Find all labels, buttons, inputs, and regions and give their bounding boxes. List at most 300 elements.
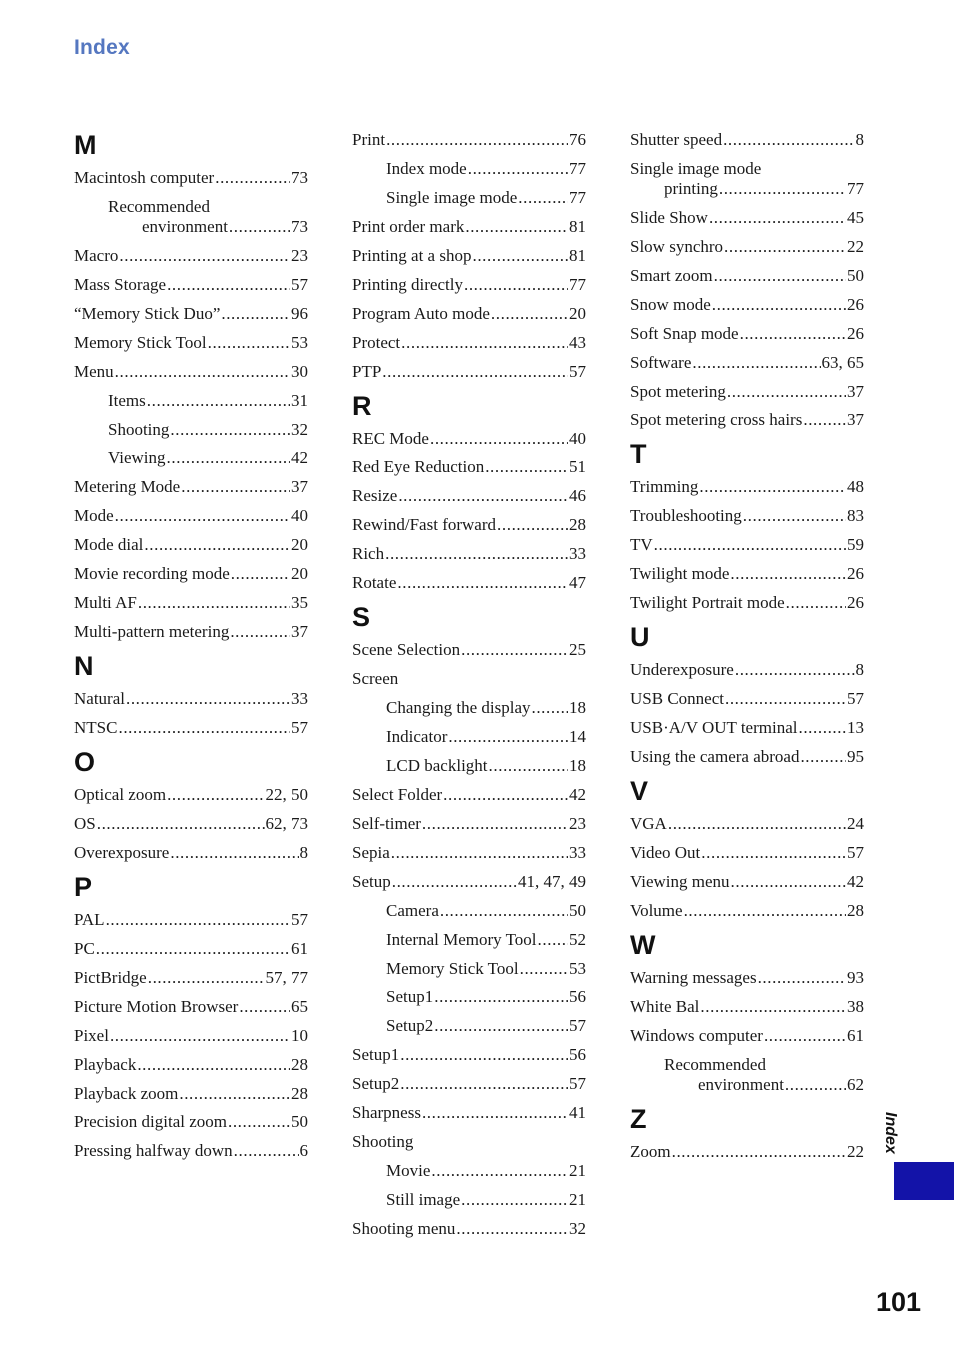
entry-name: Natural xyxy=(74,689,125,709)
entry-page-ref: 57 xyxy=(291,718,308,737)
dot-leader xyxy=(228,1112,290,1132)
entry-page-ref: 61 xyxy=(847,1025,864,1045)
dot-leader xyxy=(110,1026,290,1046)
index-entry xyxy=(352,159,586,179)
index-entry xyxy=(630,353,864,373)
entry-page-ref: 45 xyxy=(847,207,864,227)
entry-page-ref: 47 xyxy=(569,573,586,593)
index-section xyxy=(74,651,308,738)
index-entry xyxy=(74,448,308,468)
entry-page-ref: 8 xyxy=(855,660,864,680)
dot-leader xyxy=(147,391,290,411)
index-entry xyxy=(630,477,864,497)
index-column-1 xyxy=(74,130,308,1170)
page-number: 101 xyxy=(875,1287,921,1317)
entry-continuation xyxy=(108,217,308,237)
index-entry xyxy=(352,930,586,950)
entry-page-ref: 20 xyxy=(569,303,586,323)
entry-name: Single image mode xyxy=(630,158,762,178)
index-entry xyxy=(352,1016,586,1036)
index-entry xyxy=(352,188,586,208)
dot-leader xyxy=(170,843,298,863)
entry-page-ref: 28 xyxy=(847,900,864,920)
entry-page-ref: 77 xyxy=(569,158,586,178)
index-entry xyxy=(630,689,864,709)
dot-leader xyxy=(148,968,265,988)
entry-name: Red Eye Reduction xyxy=(352,457,485,477)
index-entry xyxy=(74,304,308,324)
index-entry xyxy=(74,814,308,834)
index-entry xyxy=(352,429,586,449)
dot-leader xyxy=(700,997,846,1017)
entry-page-ref: 50 xyxy=(569,900,586,920)
dot-leader xyxy=(485,457,568,477)
entry-page-ref: 77 xyxy=(847,178,864,198)
entry-name-continued: environment xyxy=(142,216,228,236)
entry-page-ref: 48 xyxy=(847,477,864,497)
index-entry xyxy=(352,515,586,535)
entry-name: PAL xyxy=(74,909,105,929)
dot-leader xyxy=(803,410,846,430)
index-entry xyxy=(630,1055,864,1095)
entry-name: Video Out xyxy=(630,842,701,862)
entry-name: PictBridge xyxy=(74,967,147,987)
entry-page-ref: 38 xyxy=(847,996,864,1016)
entry-name: Camera xyxy=(386,900,439,920)
section-letter-heading: V xyxy=(630,776,649,806)
index-entry xyxy=(74,997,308,1017)
side-tab-label: Index xyxy=(882,1112,899,1154)
entry-name: Zoom xyxy=(630,1141,671,1161)
entry-page-ref: 20 xyxy=(291,564,308,584)
dot-leader xyxy=(684,901,846,921)
entry-name: Movie recording mode xyxy=(74,564,230,584)
dot-leader xyxy=(400,1074,568,1094)
dot-leader xyxy=(464,275,568,295)
index-entry xyxy=(630,295,864,315)
index-section xyxy=(74,872,308,1162)
entry-name: PC xyxy=(74,938,95,958)
index-entry xyxy=(352,872,586,892)
entry-page-ref: 81 xyxy=(569,216,586,236)
entry-page-ref: 62, 73 xyxy=(265,813,308,833)
entry-page-ref: 32 xyxy=(291,419,308,439)
dot-leader xyxy=(392,872,517,892)
index-entry xyxy=(74,535,308,555)
entry-name: Overexposure xyxy=(74,842,170,862)
entry-page-ref: 57 xyxy=(291,274,308,294)
dot-leader xyxy=(701,843,846,863)
dot-leader xyxy=(181,477,290,497)
dot-leader xyxy=(448,727,568,747)
dot-leader xyxy=(725,689,846,709)
entry-name: Items xyxy=(108,390,146,410)
entry-name: Rewind/Fast forward xyxy=(352,515,497,535)
index-entry xyxy=(74,362,308,382)
entry-page-ref: 37 xyxy=(291,622,308,642)
dot-leader xyxy=(385,544,568,564)
index-entry xyxy=(352,246,586,266)
index-entry xyxy=(74,564,308,584)
index-entry xyxy=(630,324,864,344)
entry-name: Mode xyxy=(74,506,114,526)
dot-leader xyxy=(743,506,846,526)
entry-name: Shooting menu xyxy=(352,1218,456,1238)
dot-leader xyxy=(434,1016,568,1036)
entry-page-ref: 28 xyxy=(291,1083,308,1103)
index-entry xyxy=(630,159,864,199)
entry-name: Software xyxy=(630,352,692,372)
index-entry xyxy=(74,1141,308,1161)
entry-name: Windows computer xyxy=(630,1025,763,1045)
index-entry xyxy=(352,1103,586,1123)
entry-name: Macro xyxy=(74,245,119,265)
index-entry xyxy=(630,1026,864,1046)
entry-page-ref: 73 xyxy=(291,168,308,187)
entry-name: Trimming xyxy=(630,477,699,497)
index-entry xyxy=(352,959,586,979)
dot-leader xyxy=(764,1026,846,1046)
entry-page-ref: 23 xyxy=(569,813,586,833)
entry-name: Resize xyxy=(352,486,398,506)
entry-page-ref: 26 xyxy=(847,294,864,314)
dot-leader xyxy=(531,698,568,718)
entry-name: Precision digital zoom xyxy=(74,1112,227,1132)
entry-page-ref: 50 xyxy=(847,265,864,285)
entry-page-ref: 21 xyxy=(569,1190,586,1209)
dot-leader xyxy=(724,237,846,257)
entry-page-ref: 53 xyxy=(291,332,308,352)
entry-page-ref: 14 xyxy=(569,727,586,746)
entry-page-ref: 42 xyxy=(847,871,864,891)
entry-page-ref: 57, 77 xyxy=(265,967,308,987)
index-entry xyxy=(352,785,586,805)
dot-leader xyxy=(401,333,568,353)
index-section xyxy=(630,622,864,767)
dot-leader xyxy=(138,593,290,613)
section-letter-heading: R xyxy=(352,390,372,421)
index-entry xyxy=(74,843,308,863)
index-entry xyxy=(74,168,308,188)
section-letter-heading: U xyxy=(630,622,650,653)
entry-name-continued: environment xyxy=(698,1074,784,1094)
dot-leader xyxy=(167,448,290,468)
index-entry xyxy=(74,1026,308,1046)
entry-page-ref: 8 xyxy=(855,130,864,149)
entry-name: Memory Stick Tool xyxy=(386,958,519,978)
entry-name: Printing directly xyxy=(352,274,463,294)
entry-name: LCD backlight xyxy=(386,755,488,775)
dot-leader xyxy=(699,477,846,497)
index-entry xyxy=(630,747,864,767)
dot-leader xyxy=(398,486,568,506)
dot-leader xyxy=(472,246,568,266)
index-entry xyxy=(74,197,308,237)
entry-page-ref: 59 xyxy=(847,535,864,555)
entry-page-ref: 26 xyxy=(847,564,864,584)
dot-leader xyxy=(489,756,568,776)
entry-name-continued: printing xyxy=(664,178,718,198)
index-entry xyxy=(630,382,864,402)
entry-name: Playback zoom xyxy=(74,1083,179,1103)
dot-leader xyxy=(167,275,290,295)
index-column-3 xyxy=(630,130,864,1171)
dot-leader xyxy=(520,959,568,979)
entry-name: Sharpness xyxy=(352,1103,421,1123)
entry-name: Twilight mode xyxy=(630,564,730,584)
entry-page-ref: 56 xyxy=(569,987,586,1007)
entry-page-ref: 52 xyxy=(569,929,586,949)
entry-page-ref: 83 xyxy=(847,506,864,526)
entry-page-ref: 63, 65 xyxy=(821,352,864,372)
dot-leader xyxy=(397,573,568,593)
dot-leader xyxy=(709,208,846,228)
entry-page-ref: 46 xyxy=(569,486,586,506)
entry-page-ref: 96 xyxy=(291,303,308,323)
dot-leader xyxy=(221,304,290,324)
entry-page-ref: 57 xyxy=(569,1016,586,1036)
entry-name: Using the camera abroad xyxy=(630,747,800,766)
dot-leader xyxy=(119,246,290,266)
section-letter-heading: M xyxy=(74,130,97,160)
dot-leader xyxy=(723,130,854,150)
index-entry xyxy=(630,872,864,892)
dot-leader xyxy=(440,901,568,921)
entry-name: Soft Snap mode xyxy=(630,323,739,343)
entry-name: OS xyxy=(74,813,96,833)
index-entry xyxy=(74,785,308,805)
index-entry xyxy=(630,901,864,921)
dot-leader xyxy=(431,1161,568,1181)
index-entry xyxy=(74,689,308,709)
index-entry xyxy=(352,756,586,776)
entry-name: Optical zoom xyxy=(74,785,167,804)
entry-name: Setup1 xyxy=(386,987,434,1007)
dot-leader xyxy=(208,333,290,353)
dot-leader xyxy=(731,872,846,892)
dot-leader xyxy=(468,159,568,179)
index-entry xyxy=(352,457,586,477)
running-header-title: Index xyxy=(74,36,130,59)
entry-page-ref: 95 xyxy=(847,747,864,766)
entry-page-ref: 33 xyxy=(569,842,586,862)
dot-leader xyxy=(461,1190,568,1210)
entry-page-ref: 93 xyxy=(847,967,864,987)
dot-leader xyxy=(170,420,290,440)
section-letter-heading: Z xyxy=(630,1103,647,1134)
entry-page-ref: 56 xyxy=(569,1045,586,1065)
side-thumb-tab xyxy=(894,1162,954,1200)
entry-page-ref: 35 xyxy=(291,593,308,613)
dot-leader xyxy=(672,1142,846,1162)
index-entry xyxy=(630,814,864,834)
index-entry xyxy=(74,477,308,497)
dot-leader xyxy=(229,217,290,237)
index-entry xyxy=(74,718,308,738)
entry-name: Shooting xyxy=(352,1132,414,1152)
index-entry xyxy=(74,246,308,266)
index-entry xyxy=(630,843,864,863)
entry-name: “Memory Stick Duo” xyxy=(74,303,221,323)
index-entry xyxy=(352,814,586,834)
index-entry xyxy=(74,420,308,440)
dot-leader xyxy=(443,785,568,805)
entry-name: Sepia xyxy=(352,842,390,862)
index-entry xyxy=(74,1055,308,1075)
entry-page-ref: 51 xyxy=(569,457,586,477)
entry-page-ref: 73 xyxy=(291,216,308,236)
entry-page-ref: 43 xyxy=(569,332,586,352)
index-section xyxy=(630,776,864,921)
index-entry xyxy=(630,564,864,584)
entry-name: Recommended xyxy=(664,1054,766,1074)
dot-leader xyxy=(230,622,290,642)
entry-page-ref: 31 xyxy=(291,390,308,410)
entry-page-ref: 41, 47, 49 xyxy=(518,871,586,891)
index-entry xyxy=(352,1045,586,1065)
entry-page-ref: 13 xyxy=(847,718,864,738)
dot-leader xyxy=(692,353,820,373)
index-section xyxy=(630,439,864,613)
entry-name: Self-timer xyxy=(352,813,421,833)
dot-leader xyxy=(231,564,290,584)
entry-name: Macintosh computer xyxy=(74,168,215,187)
index-entry xyxy=(630,130,864,150)
entry-page-ref: 22 xyxy=(847,236,864,256)
entry-name: Internal Memory Tool xyxy=(386,929,537,949)
entry-name: Playback xyxy=(74,1054,137,1074)
entry-name: Still image xyxy=(386,1190,461,1209)
dot-leader xyxy=(798,718,846,738)
index-entry xyxy=(74,939,308,959)
index-entry xyxy=(352,669,586,689)
index-section xyxy=(630,930,864,1095)
entry-page-ref: 81 xyxy=(569,245,586,265)
entry-name: TV xyxy=(630,535,653,555)
index-entry xyxy=(630,237,864,257)
index-entry xyxy=(74,275,308,295)
entry-page-ref: 33 xyxy=(569,544,586,564)
entry-name: Setup2 xyxy=(352,1074,400,1094)
entry-page-ref: 26 xyxy=(847,323,864,343)
index-entry xyxy=(352,275,586,295)
dot-leader xyxy=(106,910,290,930)
entry-name: Indicator xyxy=(386,727,448,746)
dot-leader xyxy=(461,640,568,660)
entry-page-ref: 30 xyxy=(291,361,308,381)
entry-page-ref: 77 xyxy=(569,274,586,294)
index-entry xyxy=(630,997,864,1017)
entry-name: Slow synchro xyxy=(630,236,724,256)
index-entry xyxy=(74,622,308,642)
entry-page-ref: 28 xyxy=(569,515,586,535)
dot-leader xyxy=(422,1103,568,1123)
entry-name: Changing the display xyxy=(386,698,531,718)
entry-page-ref: 25 xyxy=(569,640,586,660)
entry-name: Picture Motion Browser xyxy=(74,996,239,1016)
dot-leader xyxy=(719,179,846,199)
section-letter-heading: O xyxy=(74,747,96,777)
entry-page-ref: 40 xyxy=(569,428,586,448)
dot-leader xyxy=(465,217,568,237)
entry-name: Movie xyxy=(386,1161,431,1181)
index-section xyxy=(74,747,308,863)
index-entry xyxy=(630,718,864,738)
index-entry xyxy=(352,698,586,718)
index-entry xyxy=(630,535,864,555)
dot-leader xyxy=(800,747,846,767)
index-entry xyxy=(352,843,586,863)
dot-leader xyxy=(785,1075,846,1095)
dot-leader xyxy=(434,987,568,1007)
index-entry xyxy=(352,1190,586,1210)
dot-leader xyxy=(391,843,568,863)
entry-name: Multi-pattern metering xyxy=(74,622,230,642)
entry-page-ref: 22, 50 xyxy=(265,785,308,804)
entry-page-ref: 57 xyxy=(847,842,864,862)
entry-name: Print xyxy=(352,130,386,149)
index-entry xyxy=(74,1084,308,1104)
dot-leader xyxy=(97,814,265,834)
entry-name: Troubleshooting xyxy=(630,506,742,526)
entry-page-ref: 32 xyxy=(569,1218,586,1238)
entry-name: Pixel xyxy=(74,1025,109,1045)
entry-page-ref: 42 xyxy=(569,784,586,804)
index-entry xyxy=(352,987,586,1007)
index-entry xyxy=(352,727,586,747)
entry-page-ref: 77 xyxy=(569,187,586,207)
index-entry xyxy=(630,506,864,526)
index-entry xyxy=(630,208,864,228)
dot-leader xyxy=(786,593,846,613)
entry-name: Slide Show xyxy=(630,207,708,227)
index-entry xyxy=(352,1219,586,1239)
entry-name: Scene Selection xyxy=(352,640,461,660)
dot-leader xyxy=(239,997,290,1017)
dot-leader xyxy=(730,564,846,584)
index-section xyxy=(352,130,586,382)
dot-leader xyxy=(456,1219,568,1239)
entry-page-ref: 24 xyxy=(847,814,864,833)
entry-page-ref: 62 xyxy=(847,1074,864,1094)
dot-leader xyxy=(491,304,568,324)
index-entry xyxy=(630,1142,864,1162)
entry-name: VGA xyxy=(630,814,667,833)
entry-page-ref: 33 xyxy=(291,689,308,709)
entry-name: REC Mode xyxy=(352,428,429,448)
entry-continuation xyxy=(630,179,864,199)
entry-page-ref: 28 xyxy=(291,1054,308,1074)
entry-name: Rich xyxy=(352,544,385,564)
entry-name: Viewing xyxy=(108,448,166,468)
index-entry xyxy=(630,266,864,286)
entry-name: Pressing halfway down xyxy=(74,1141,233,1161)
entry-name: Memory Stick Tool xyxy=(74,332,207,352)
entry-name: Print order mark xyxy=(352,216,465,236)
entry-page-ref: 18 xyxy=(569,755,586,775)
entry-page-ref: 20 xyxy=(291,535,308,555)
entry-page-ref: 42 xyxy=(291,448,308,468)
entry-name: PTP xyxy=(352,361,382,381)
entry-name: Mode dial xyxy=(74,535,144,555)
dot-leader xyxy=(400,1045,568,1065)
entry-name: NTSC xyxy=(74,718,118,737)
entry-page-ref: 18 xyxy=(569,698,586,718)
entry-page-ref: 65 xyxy=(291,996,308,1016)
index-entry xyxy=(352,304,586,324)
entry-name: Multi AF xyxy=(74,593,137,613)
dot-leader xyxy=(179,1084,290,1104)
